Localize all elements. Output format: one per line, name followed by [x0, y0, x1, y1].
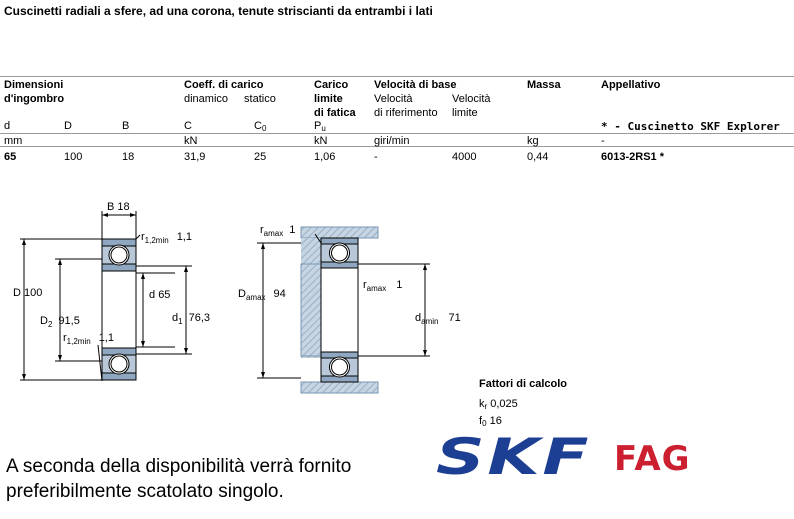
header-massa: Massa [527, 79, 561, 91]
b-dim-label: B 18 [107, 201, 130, 213]
fag-logo: FAG [614, 439, 691, 479]
row-C: 31,9 [184, 151, 206, 163]
row-B: 18 [122, 151, 135, 163]
symbol-Pu: Pu [314, 120, 326, 133]
ra-top-label: $r_{amax}$ 1 [260, 224, 296, 238]
r12-bottom-label: $r_{1,2min}$ 1,1 [63, 332, 114, 346]
da-max-label: $D_{amax}$ 94 [238, 288, 286, 302]
fattori-panel [479, 377, 567, 431]
unit-girimin: giri/min [374, 135, 410, 147]
row-vel-rif: - [374, 151, 378, 163]
d1-label: $d_1$ 76,3 [172, 312, 210, 326]
header-coeff: Coeff. di carico dinamico statico [184, 79, 276, 105]
table-symbol-rule [0, 133, 794, 134]
unit-kn-1: kN [184, 135, 198, 147]
abutment-dimensions-drawing [235, 218, 480, 396]
d-outer-label: D 100 [13, 287, 43, 299]
row-D: 100 [64, 151, 83, 163]
unit-dash: - [601, 135, 605, 147]
row-massa: 0,44 [527, 151, 549, 163]
kr-factor: kr 0,025 [479, 398, 518, 411]
symbol-C0: C0 [254, 120, 267, 133]
row-vel-lim: 4000 [452, 151, 477, 163]
header-vel-lim: Velocità limite [452, 93, 491, 119]
page-title: Cuscinetti radiali a sfere, ad una corona, tenute striscianti da entrambi i lati [4, 4, 433, 18]
row-Pu: 1,06 [314, 151, 336, 163]
ra-mid-label: $r_{amax}$ 1 [363, 279, 403, 293]
skf-logo: SKF [436, 428, 592, 486]
row-appellativo: 6013-2RS1 * [601, 151, 664, 163]
header-vel-rif: Velocità di riferimento [374, 93, 438, 119]
f0-factor: f0 16 [479, 415, 502, 428]
header-carico: Carico limite di fatica [314, 79, 356, 119]
explorer-note: * - Cuscinetto SKF Explorer [601, 120, 780, 133]
d-bore-label: d 65 [149, 289, 171, 301]
table-top-rule [0, 76, 794, 77]
fattori-title: Fattori di calcolo [479, 378, 568, 390]
row-C0: 25 [254, 151, 267, 163]
unit-kg: kg [527, 135, 539, 147]
symbol-D: D [64, 120, 72, 132]
bearing-cross-section-drawing [0, 195, 240, 395]
symbol-B: B [122, 120, 130, 132]
header-velocita: Velocità di base [374, 79, 457, 91]
symbol-C: C [184, 120, 192, 132]
header-appellativo: Appellativo [601, 79, 661, 91]
r12-top-label: $r_{1,2min}$ 1,1 [141, 231, 192, 245]
availability-note: A seconda della disponibilità verrà fornito preferibilmente scatolato singolo. [6, 456, 352, 502]
header-dimensioni: Dimensioni d'ingombro [4, 79, 65, 105]
symbol-d: d [4, 120, 11, 132]
row-d: 65 [4, 151, 17, 163]
unit-mm: mm [4, 135, 23, 147]
d2-label: $D_2$ 91,5 [40, 315, 80, 329]
da-min-label: $d_{amin}$ 71 [415, 312, 461, 326]
unit-kn-2: kN [314, 135, 328, 147]
